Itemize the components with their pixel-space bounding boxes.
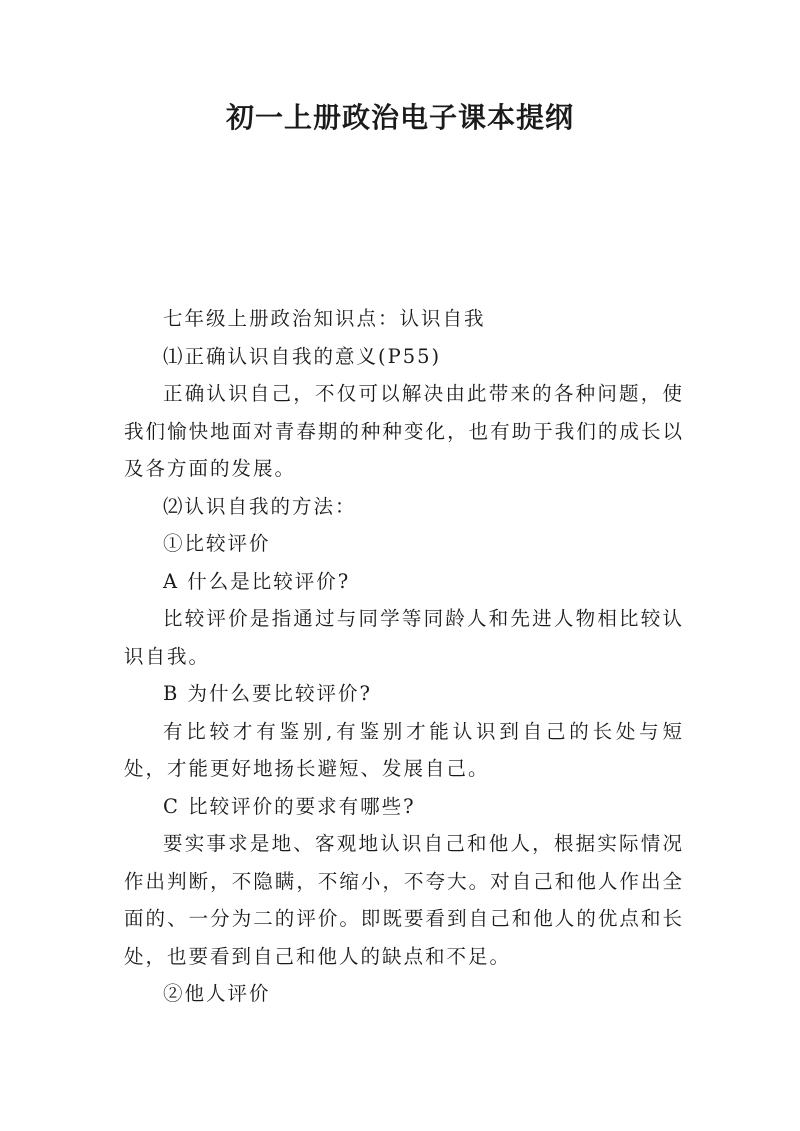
- paragraph-question-a: A 什么是比较评价?: [163, 569, 351, 593]
- paragraph-section-1: ⑴正确认识自我的意义(P55): [163, 344, 442, 368]
- paragraph-subsection-1: ①比较评价: [163, 532, 271, 555]
- document-title: 初一上册政治电子课本提纲: [225, 101, 574, 134]
- paragraph-text: 有比较才有鉴别,有鉴别才能认识到自己的长处与短处，才能更好地扬长避短、发展自己。: [124, 719, 684, 780]
- paragraph-heading: 七年级上册政治知识点：认识自我: [163, 307, 486, 330]
- paragraph-text: 比较评价是指通过与同学等同龄人和先进人物相比较认识自我。: [124, 607, 684, 668]
- paragraph-text: 正确认识自己，不仅可以解决由此带来的各种问题，使我们愉快地面对青春期的种种变化，也有助于我们的成长以及各方面的发展。: [124, 382, 684, 480]
- paragraph-question-c: C 比较评价的要求有哪些?: [163, 794, 416, 818]
- paragraph-text: 要实事求是地、客观地认识自己和他人，根据实际情况作出判断，不隐瞒，不缩小，不夸大。对自己和他人作出全面的、一分为二的评价。即既要看到自己和他人的优点和长处，也要看到自己和他人的缺点和不足。: [124, 832, 684, 968]
- document-body: [124, 300, 684, 1013]
- paragraph-question-b: B 为什么要比较评价?: [163, 682, 372, 705]
- paragraph-section-2: ⑵认识自我的方法：: [163, 494, 357, 518]
- paragraph-subsection-2: ②他人评价: [163, 982, 271, 1005]
